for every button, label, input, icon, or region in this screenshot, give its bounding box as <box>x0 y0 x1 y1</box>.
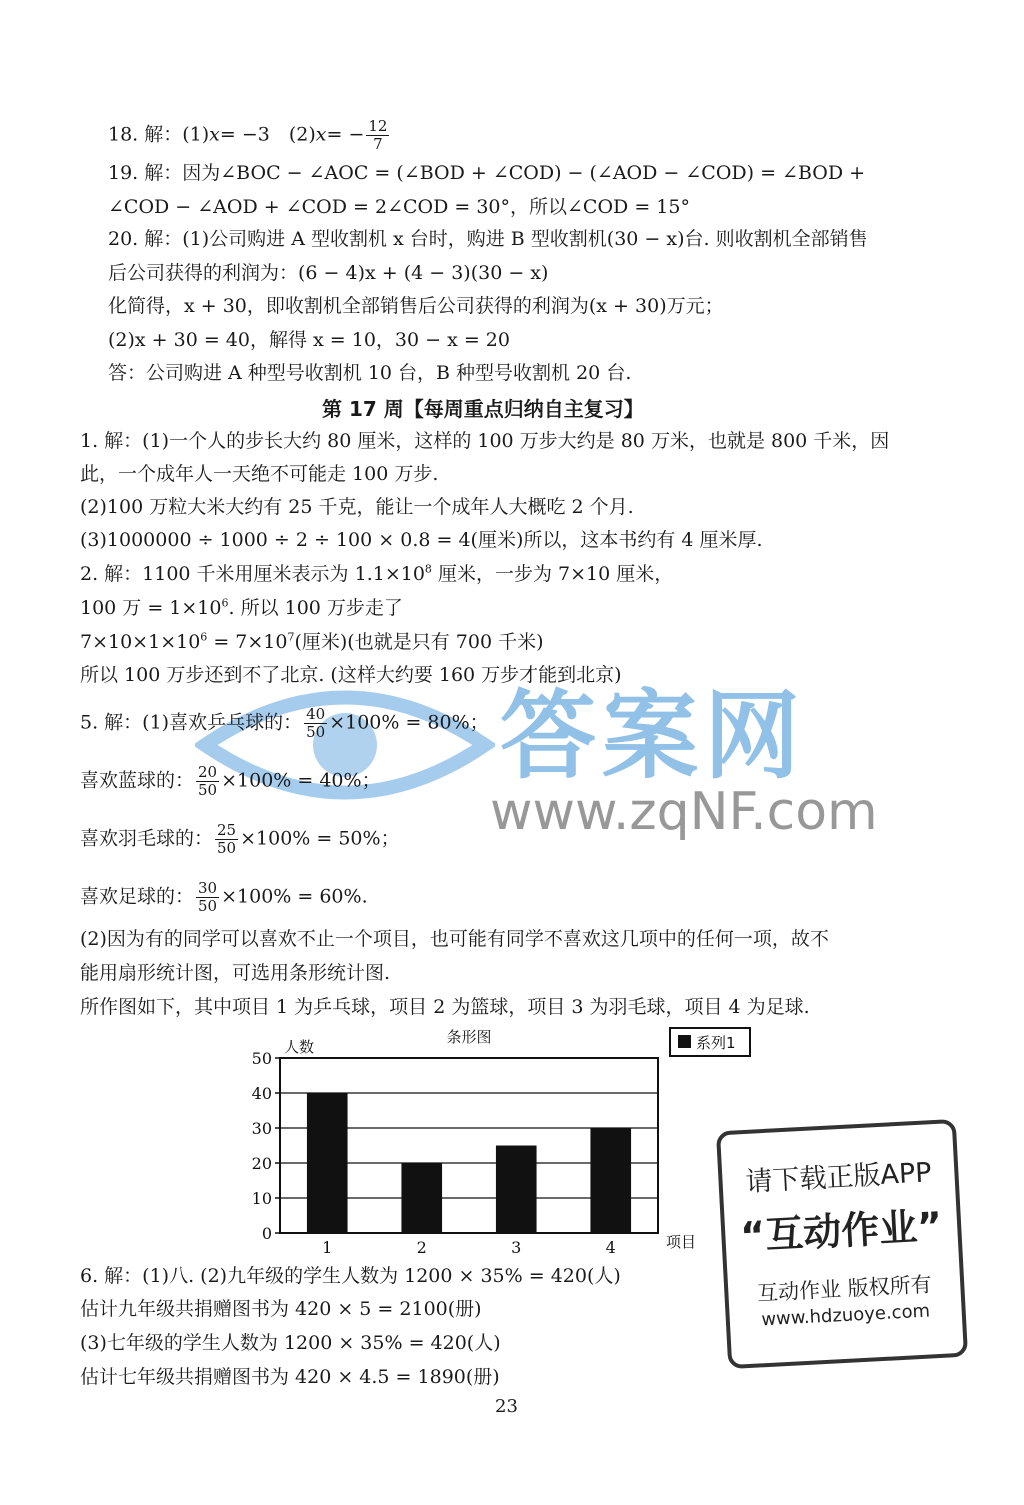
text: ×100% = 50%； <box>240 827 400 850</box>
exponent: 7 <box>287 630 295 644</box>
line-p5a <box>80 706 489 741</box>
y-tick-label: 20 <box>251 1154 272 1173</box>
y-tick-label: 0 <box>261 1224 272 1243</box>
fraction <box>215 822 238 857</box>
x-axis-label: 项目 <box>666 1233 697 1251</box>
line-p1a: 1. 解：(1)一个人的步长大约 80 厘米，这样的 100 万步大约是 80 万米，也就是 800 千米，因 <box>80 430 890 452</box>
line-p1c: (2)100 万粒大米大约有 25 千克，能让一个成年人大概吃 2 个月. <box>80 496 634 518</box>
numerator: 25 <box>217 821 237 839</box>
line-p2c <box>80 629 543 655</box>
stamp-line4: www.hdzuoye.com <box>760 1300 931 1331</box>
bar <box>401 1163 442 1233</box>
y-tick-label: 30 <box>251 1119 272 1138</box>
line-p2d: 所以 100 万步还到不了北京. (这样大约要 160 万步才能到北京) <box>80 664 622 686</box>
denominator: 7 <box>373 135 383 153</box>
stamp-line1: 请下载正版APP <box>744 1157 933 1198</box>
line-19b: ∠COD − ∠AOD + ∠COD = 2∠COD = 30°，所以∠COD = 15° <box>108 196 690 218</box>
x-tick-label: 4 <box>605 1238 616 1257</box>
line-p5g: 所作图如下，其中项目 1 为乒乓球，项目 2 为篮球，项目 3 为羽毛球，项目 4 为足球. <box>80 996 810 1018</box>
line-19a: 19. 解：因为∠BOC − ∠AOC = (∠BOD + ∠COD) − (∠AOD − ∠COD) = ∠BOD + <box>108 162 866 184</box>
text: 喜欢羽毛球的： <box>80 827 214 850</box>
numerator: 40 <box>306 705 326 723</box>
line-p5c <box>80 822 400 857</box>
line-p6a: 6. 解：(1)八. (2)九年级的学生人数为 1200 × 35% = 420(人) <box>80 1265 621 1287</box>
text: . 所以 100 万步走了 <box>228 597 403 619</box>
text: 厘米，一步为 7×10 厘米， <box>431 563 674 585</box>
text: ×100% = 60%. <box>221 885 368 908</box>
var-x: x <box>315 123 327 146</box>
line-20d: (2)x + 30 = 40，解得 x = 10，30 − x = 20 <box>108 329 510 351</box>
exponent: 6 <box>200 630 208 644</box>
line-p1b: 此，一个成年人一天绝不可能走 100 万步. <box>80 463 439 485</box>
legend-label: 系列1 <box>696 1034 736 1052</box>
bar <box>307 1093 348 1233</box>
y-tick-label: 40 <box>251 1084 272 1103</box>
line-p2a <box>80 561 673 587</box>
text: ×100% = 40%； <box>221 769 381 792</box>
text: 100 万 = 1×10 <box>80 597 222 619</box>
x-tick-label: 1 <box>322 1238 333 1257</box>
watermark-url: www.zqNF.com <box>490 782 878 842</box>
line-p5b <box>80 764 381 799</box>
bar <box>496 1146 537 1234</box>
numerator: 30 <box>198 879 218 897</box>
stamp-line3: 互动作业 版权所有 <box>756 1272 933 1306</box>
text: (厘米)(也就是只有 700 千米) <box>294 631 544 653</box>
line-20b: 后公司获得的利润为：(6 − 4)x + (4 − 3)(30 − x) <box>108 262 549 284</box>
line-18 <box>108 118 391 153</box>
denominator: 50 <box>198 781 218 799</box>
line-p2b <box>80 595 403 621</box>
line-20e: 答：公司购进 A 种型号收割机 10 台，B 种型号收割机 20 台. <box>108 362 632 384</box>
y-tick-label: 10 <box>251 1189 272 1208</box>
line-p5f: 能用扇形统计图，可选用条形统计图. <box>80 962 391 984</box>
copyright-stamp <box>716 1119 968 1369</box>
denominator: 50 <box>217 839 237 857</box>
text: 18. 解：(1) <box>108 123 210 146</box>
legend-swatch <box>678 1035 691 1048</box>
text: 喜欢蓝球的： <box>80 769 195 792</box>
line-p6b: 估计九年级共捐赠图书为 420 × 5 = 2100(册) <box>80 1298 482 1320</box>
line-p6c: (3)七年级的学生人数为 1200 × 35% = 420(人) <box>80 1332 501 1354</box>
y-axis-label: 人数 <box>284 1038 315 1056</box>
text: 喜欢足球的： <box>80 885 195 908</box>
exponent: 8 <box>424 562 432 576</box>
watermark-title: 答案网 <box>500 680 806 792</box>
line-20a: 20. 解：(1)公司购进 A 型收割机 x 台时，购进 B 型收割机(30 − x)台. 则收割机全部销售 <box>108 228 868 250</box>
var-x: x <box>209 123 220 146</box>
denominator: 50 <box>198 897 218 915</box>
line-p5e: (2)因为有的同学可以喜欢不止一个项目，也可能有同学不喜欢这几项中的任何一项，故不 <box>80 928 829 950</box>
fraction <box>366 118 389 153</box>
numerator: 20 <box>198 763 218 781</box>
x-tick-label: 2 <box>416 1238 427 1257</box>
fraction <box>304 706 327 741</box>
bar-chart <box>240 1020 760 1260</box>
fraction <box>196 880 219 915</box>
page-number: 23 <box>495 1396 518 1417</box>
numerator: 12 <box>368 117 388 135</box>
y-tick-label: 50 <box>251 1049 272 1068</box>
chart-title: 条形图 <box>446 1028 492 1046</box>
text: 2. 解：1100 千米用厘米表示为 1.1×10 <box>80 563 425 585</box>
exponent: 6 <box>221 596 229 610</box>
text: 5. 解：(1)喜欢乒乓球的： <box>80 711 303 734</box>
stamp-line2: “互动作业” <box>739 1203 944 1259</box>
section-title: 第 17 周【每周重点归纳自主复习】 <box>322 397 644 421</box>
line-p5d <box>80 880 368 915</box>
line-p1d: (3)1000000 ÷ 1000 ÷ 2 ÷ 100 × 0.8 = 4(厘米)所以，这本书约有 4 厘米厚. <box>80 529 763 551</box>
line-p6d: 估计七年级共捐赠图书为 420 × 4.5 = 1890(册) <box>80 1366 500 1388</box>
text: = 7×10 <box>207 631 288 653</box>
line-20c: 化简得，x + 30，即收割机全部销售后公司获得的利润为(x + 30)万元； <box>108 295 724 317</box>
fraction <box>196 764 219 799</box>
text: = −3 (2) <box>219 123 316 146</box>
text: ×100% = 80%； <box>329 711 489 734</box>
x-tick-label: 3 <box>511 1238 522 1257</box>
denominator: 50 <box>306 723 326 741</box>
bar <box>590 1128 631 1233</box>
text: 7×10×1×10 <box>80 631 201 653</box>
text: = − <box>326 123 365 146</box>
